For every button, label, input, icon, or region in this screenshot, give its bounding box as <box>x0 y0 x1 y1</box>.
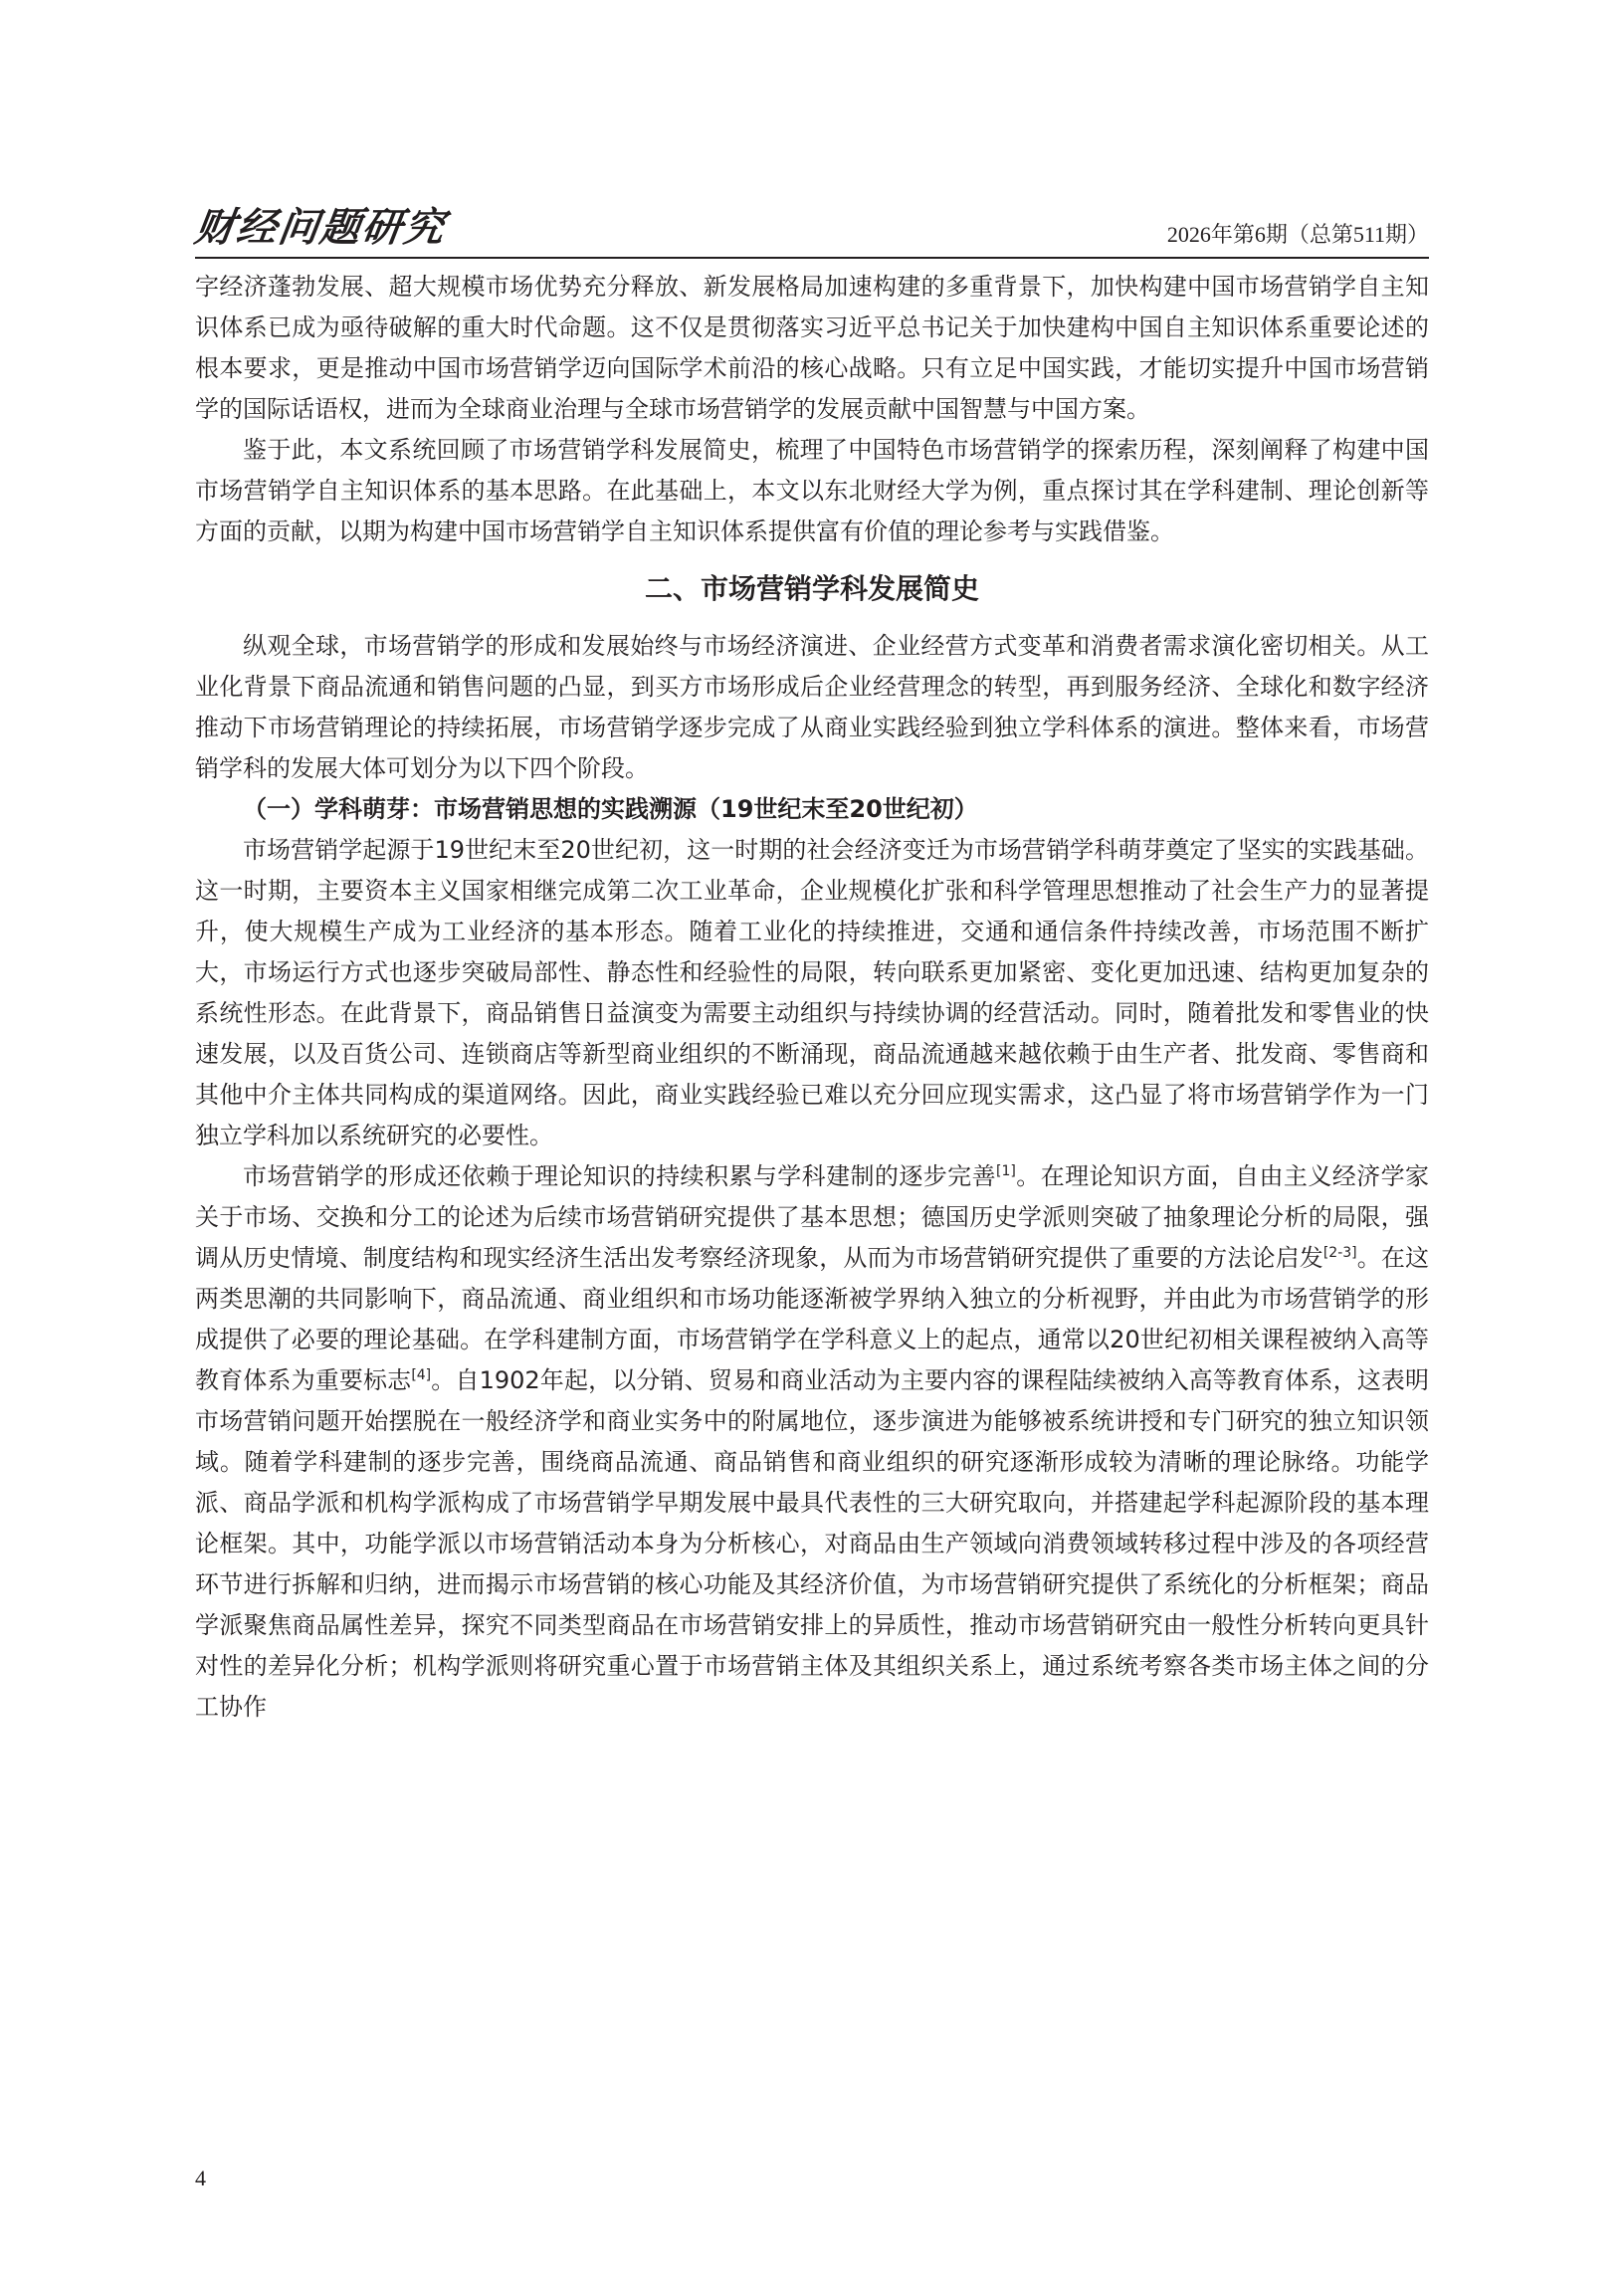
paragraph-text: 。在理论知识方面，自由主义经济学家关于市场、交换和分工的论述为后续市场营销研究提供了基本思想；德国历史学派则突破了抽象理论分析的局限，强调从历史情境、制度结构和现实经济生活出发考察经济现象，从而为市场营销研究提供了重要的方法论启发 <box>195 1162 1429 1272</box>
citation-link[interactable]: [2-3] <box>1322 1245 1357 1261</box>
article-body <box>195 267 1429 1728</box>
paragraph-continued: 字经济蓬勃发展、超大规模市场优势充分释放、新发展格局加速构建的多重背景下，加快构建中国市场营销学自主知识体系已成为亟待破解的重大时代命题。这不仅是贯彻落实习近平总书记关于加快建构中国自主知识体系重要论述的根本要求，更是推动中国市场营销学迈向国际学术前沿的核心战略。只有立足中国实践，才能切实提升中国市场营销学的国际话语权，进而为全球商业治理与全球市场营销学的发展贡献中国智慧与中国方案。 <box>195 273 1429 423</box>
paragraph <box>195 1156 1429 1728</box>
paragraph: 市场营销学起源于19世纪末至20世纪初，这一时期的社会经济变迁为市场营销学科萌芽奠定了坚实的实践基础。这一时期，主要资本主义国家相继完成第二次工业革命，企业规模化扩张和科学管理思想推动了社会生产力的显著提升，使大规模生产成为工业经济的基本形态。随着工业化的持续推进，交通和通信条件持续改善，市场范围不断扩大，市场运行方式也逐步突破局部性、静态性和经验性的局限，转向联系更加紧密、变化更加迅速、结构更加复杂的系统性形态。在此背景下，商品销售日益演变为需要主动组织与持续协调的经营活动。同时，随着批发和零售业的快速发展，以及百货公司、连锁商店等新型商业组织的不断涌现，商品流通越来越依赖于由生产者、批发商、零售商和其他中介主体共同构成的渠道网络。因此，商业实践经验已难以充分回应现实需求，这凸显了将市场营销学作为一门独立学科加以系统研究的必要性。 <box>195 836 1429 1149</box>
paragraph: 鉴于此，本文系统回顾了市场营销学科发展简史，梳理了中国特色市场营销学的探索历程，深刻阐释了构建中国市场营销学自主知识体系的基本思路。在此基础上，本文以东北财经大学为例，重点探讨其在学科建制、理论创新等方面的贡献，以期为构建中国市场营销学自主知识体系提供富有价值的理论参考与实践借鉴。 <box>195 436 1429 545</box>
issue-info: 2026年第6期（总第511期） <box>1166 222 1429 247</box>
citation-link[interactable]: [4] <box>411 1367 432 1383</box>
page-number: 4 <box>195 2166 206 2190</box>
header-rule <box>195 257 1429 259</box>
journal-logo: 财经问题研究 <box>191 204 450 251</box>
subsection-heading: （一）学科萌芽：市场营销思想的实践溯源（19世纪末至20世纪初） <box>243 795 978 823</box>
paragraph-text: 。自1902年起，以分销、贸易和商业活动为主要内容的课程陆续被纳入高等教育体系，这表明市场营销问题开始摆脱在一般经济学和商业实务中的附属地位，逐步演进为能够被系统讲授和专门研究的独立知识领域。随着学科建制的逐步完善，围绕商品流通、商品销售和商业组织的研究逐渐形成较为清晰的理论脉络。功能学派、商品学派和机构学派构成了市场营销学早期发展中最具代表性的三大研究取向，并搭建起学科起源阶段的基本理论框架。其中，功能学派以市场营销活动本身为分析核心，对商品由生产领域向消费领域转移过程中涉及的各项经营环节进行拆解和归纳，进而揭示市场营销的核心功能及其经济价值，为市场营销研究提供了系统化的分析框架；商品学派聚焦商品属性差异，探究不同类型商品在市场营销安排上的异质性，推动市场营销研究由一般性分析转向更具针对性的差异化分析；机构学派则将研究重心置于市场营销主体及其组织关系上，通过系统考察各类市场主体之间的分工协作 <box>195 1366 1430 1721</box>
section-heading: 二、市场营销学科发展简史 <box>644 572 979 605</box>
paragraph: 纵观全球，市场营销学的形成和发展始终与市场经济演进、企业经营方式变革和消费者需求演化密切相关。从工业化背景下商品流通和销售问题的凸显，到买方市场形成后企业经营理念的转型，再到服务经济、全球化和数字经济推动下市场营销理论的持续拓展，市场营销学逐步完成了从商业实践经验到独立学科体系的演进。整体来看，市场营销学科的发展大体可划分为以下四个阶段。 <box>195 632 1429 782</box>
citation-link[interactable]: [1] <box>996 1163 1016 1179</box>
paragraph-text: 市场营销学的形成还依赖于理论知识的持续积累与学科建制的逐步完善 <box>243 1162 997 1190</box>
running-header <box>191 204 1429 254</box>
paragraph-text: 。在这两类思潮的共同影响下，商品流通、商业组织和市场功能逐渐被学界纳入独立的分析视野，并由此为市场营销学的形成提供了必要的理论基础。在学科建制方面，市场营销学在学科意义上的起点，通常以20世纪初相关课程被纳入高等教育体系为重要标志 <box>195 1244 1429 1394</box>
